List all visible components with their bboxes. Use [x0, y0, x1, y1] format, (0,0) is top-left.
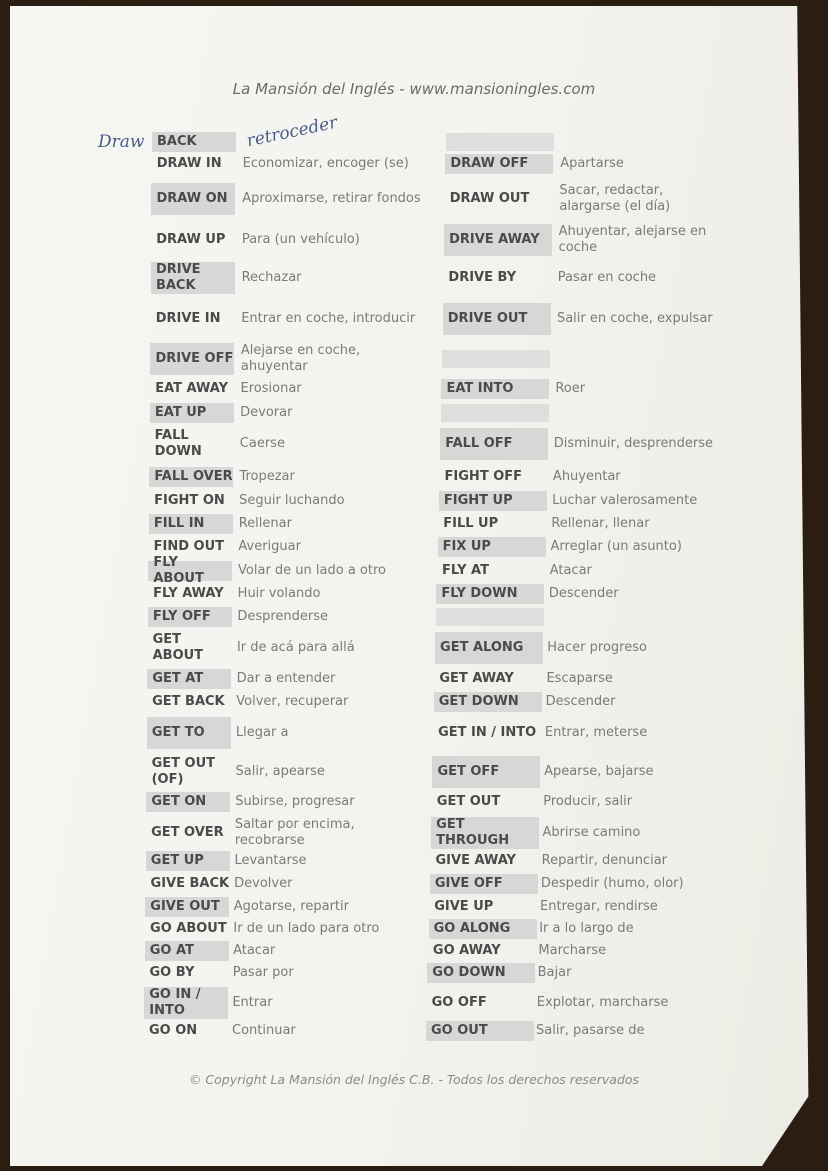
phrasal-verb-translation: Salir, apearse — [235, 764, 325, 779]
phrasal-verb-translation: Apearse, bajarse — [544, 764, 654, 779]
table-row — [0, 379, 828, 399]
phrasal-verb-translation: Salir en coche, expulsar — [556, 311, 713, 326]
phrasal-verb-translation: Aproximarse, retirar fondos — [242, 191, 421, 206]
phrasal-verb-term: GIVE UP — [434, 899, 494, 914]
phrasal-verb-translation: Atacar — [549, 563, 592, 578]
phrasal-verb-translation: Ahuyentar — [552, 469, 621, 484]
phrasal-verb-term: FLY AWAY — [153, 586, 224, 601]
phrasal-verb-translation: Erosionar — [240, 381, 302, 396]
phrasal-verb-translation: Averiguar — [238, 539, 301, 554]
phrasal-verb-term: GET OUT — [436, 794, 501, 809]
phrasal-verb-term: DRIVE BY — [448, 270, 517, 285]
phrasal-verb-term: FILL UP — [443, 516, 499, 531]
table-row — [0, 555, 828, 586]
phrasal-verb-translation: Ir de acá para allá — [236, 640, 355, 655]
phrasal-verb-translation: Agotarse, repartir — [233, 899, 349, 914]
phrasal-verb-term: FIGHT UP — [439, 491, 547, 511]
phrasal-verb-term — [442, 350, 550, 368]
phrasal-verb-term: DRAW IN — [156, 156, 222, 171]
phrasal-verb-term: GO OUT — [426, 1021, 534, 1041]
phrasal-verb-term — [441, 404, 549, 422]
phrasal-verb-term: FALL OVER — [149, 467, 233, 487]
phrasal-verb-term: GIVE BACK — [150, 876, 230, 891]
table-row — [0, 632, 828, 664]
table-row — [0, 756, 828, 788]
table-row — [0, 428, 828, 460]
table-row — [0, 183, 828, 215]
phrasal-verb-translation: Dar a entender — [236, 671, 336, 686]
table-row — [0, 303, 828, 335]
table-row — [0, 343, 828, 375]
phrasal-verb-translation: Rellenar — [238, 516, 292, 531]
phrasal-verb-term: EAT INTO — [441, 379, 549, 399]
phrasal-verb-translation: Atacar — [233, 943, 276, 958]
phrasal-verb-term: GET DOWN — [434, 692, 542, 712]
phrasal-verb-term: EAT UP — [150, 403, 234, 423]
phrasal-verb-term: FIX UP — [438, 537, 546, 557]
phrasal-verb-translation: Escaparse — [546, 671, 613, 686]
phrasal-verb-term: GET ABOUT — [152, 632, 204, 663]
phrasal-verb-term: GET THROUGH — [431, 817, 539, 849]
phrasal-verb-translation: Devolver — [234, 876, 293, 891]
phrasal-verb-translation: Economizar, encoger (se) — [242, 156, 409, 171]
table-row — [0, 514, 828, 534]
phrasal-verb-term: GO AWAY — [432, 943, 501, 958]
phrasal-verb-translation: Ir de un lado para otro — [233, 921, 380, 936]
phrasal-verb-term: DRAW ON — [151, 183, 235, 215]
table-row — [0, 692, 828, 712]
phrasal-verb-translation: Pasar en coche — [557, 270, 657, 285]
table-row — [0, 851, 828, 871]
phrasal-verb-term: GO ON — [149, 1023, 198, 1038]
phrasal-verb-translation: Rellenar, llenar — [551, 516, 650, 531]
table-row — [0, 987, 828, 1019]
phrasal-verb-term: GET IN / INTO — [438, 725, 537, 740]
phrasal-verb-term: GET BACK — [152, 694, 225, 709]
phrasal-verb-translation — [243, 132, 433, 152]
table-row — [0, 224, 828, 256]
phrasal-verb-term: GO DOWN — [427, 963, 535, 983]
phrasal-verb-translation — [561, 132, 726, 152]
phrasal-verb-term: GET OFF — [432, 756, 540, 788]
phrasal-verb-translation: Descender — [545, 694, 616, 709]
phrasal-verb-translation — [555, 403, 720, 423]
phrasal-verb-translation: Volver, recuperar — [236, 694, 349, 709]
phrasal-verb-term: GIVE AWAY — [435, 853, 516, 868]
phrasal-verb-translation: Pasar por — [232, 965, 294, 980]
phrasal-verb-translation: Caerse — [239, 436, 285, 451]
phrasal-verb-translation: Sacar, redactar, alargarse (el día) — [559, 183, 671, 214]
handwritten-note-right: retroceder — [244, 112, 340, 152]
phrasal-verb-term: GET OVER — [151, 825, 224, 840]
phrasal-verb-translation: Despedir (humo, olor) — [540, 876, 684, 891]
phrasal-verb-translation: Producir, salir — [543, 794, 633, 809]
phrasal-verb-term: GET AWAY — [439, 671, 514, 686]
phrasal-verb-term: DRAW OFF — [445, 154, 553, 174]
phrasal-verb-translation — [548, 607, 713, 627]
phrasal-verb-translation: Salir, pasarse de — [536, 1023, 645, 1038]
table-row — [0, 897, 828, 917]
table-row — [0, 669, 828, 689]
phrasal-verb-term: GET OUT (OF) — [151, 756, 215, 787]
table-row — [0, 154, 828, 174]
phrasal-verb-translation: Volar de un lado a otro — [238, 563, 386, 578]
page-footer: © Copyright La Mansión del Inglés C.B. - Todos los derechos reservados — [188, 1072, 640, 1087]
table-row — [0, 717, 828, 749]
phrasal-verb-translation: Descender — [548, 586, 619, 601]
phrasal-verb-term: FLY DOWN — [436, 584, 544, 604]
phrasal-verb-translation: Saltar por encima, recobrarse — [234, 817, 355, 848]
phrasal-verb-translation: Devorar — [240, 405, 293, 420]
phrasal-verb-translation: Huir volando — [237, 586, 321, 601]
phrasal-verb-term: DRIVE OUT — [443, 303, 551, 335]
table-row — [0, 792, 828, 812]
phrasal-verb-translation: Para (un vehículo) — [241, 232, 360, 247]
table-row — [0, 607, 828, 627]
phrasal-verb-translation: Luchar valerosamente — [552, 493, 698, 508]
phrasal-verb-translation: Entregar, rendirse — [540, 899, 658, 914]
phrasal-verb-term: GO AT — [145, 941, 229, 961]
phrasal-verb-term: FALL OFF — [440, 428, 548, 460]
phrasal-verb-term: GO ABOUT — [150, 921, 227, 936]
phrasal-verb-translation: Ir a lo largo de — [539, 921, 634, 936]
phrasal-verb-term: DRIVE BACK — [151, 262, 235, 294]
phrasal-verb-translation: Entrar — [232, 995, 273, 1010]
phrasal-verb-translation: Entrar en coche, introducir — [241, 311, 416, 326]
phrasal-verb-translation: Abrirse camino — [542, 825, 641, 840]
phrasal-verb-term: EAT AWAY — [155, 381, 228, 396]
phrasal-verb-translation: Rechazar — [241, 270, 302, 285]
handwritten-note-left: Draw — [98, 132, 145, 152]
phrasal-verb-term: GET TO — [147, 717, 231, 749]
table-row — [0, 963, 828, 983]
phrasal-verb-term: GET ALONG — [435, 632, 543, 664]
phrasal-verb-translation: Disminuir, desprenderse — [553, 436, 714, 451]
phrasal-verb-term: DRIVE AWAY — [444, 224, 552, 256]
phrasal-verb-translation — [556, 343, 721, 375]
phrasal-verb-term: GO ALONG — [429, 919, 537, 939]
phrasal-verb-term: GIVE OUT — [145, 897, 229, 917]
phrasal-verb-term: FIGHT OFF — [444, 469, 523, 484]
table-row — [0, 467, 828, 487]
phrasal-verb-translation: Tropezar — [239, 469, 295, 484]
phrasal-verb-translation: Alejarse en coche, ahuyentar — [240, 343, 361, 374]
phrasal-verb-term: GO OFF — [431, 995, 487, 1010]
phrasal-verb-term: DRIVE IN — [155, 311, 221, 326]
phrasal-verb-term: GET ON — [146, 792, 230, 812]
phrasal-verb-term: DRIVE OFF — [150, 343, 234, 375]
phrasal-verb-translation: Hacer progreso — [547, 640, 647, 655]
table-row — [0, 403, 828, 423]
table-row — [0, 262, 828, 294]
phrasal-verb-term: FLY AT — [441, 563, 489, 578]
phrasal-verb-term: GIVE OFF — [430, 874, 538, 894]
phrasal-verb-term: FIND OUT — [153, 539, 225, 554]
table-row — [0, 817, 828, 849]
phrasal-verb-term: FALL DOWN — [154, 428, 202, 459]
phrasal-verb-translation: Marcharse — [538, 943, 607, 958]
phrasal-verb-translation: Arreglar (un asunto) — [550, 539, 682, 554]
phrasal-verb-translation: Llegar a — [235, 725, 289, 740]
phrasal-verb-term: DRAW OUT — [449, 191, 530, 206]
table-row — [0, 874, 828, 894]
phrasal-verb-term: FLY OFF — [148, 607, 232, 627]
page-header: La Mansión del Inglés - www.mansioningles.com — [232, 80, 596, 98]
phrasal-verb-term: GO IN / INTO — [144, 987, 228, 1019]
phrasal-verb-translation: Entrar, meterse — [544, 725, 648, 740]
phrasal-verb-term: GET UP — [146, 851, 230, 871]
phrasal-verb-term: FIGHT ON — [154, 493, 225, 508]
phrasal-verb-translation: Repartir, denunciar — [541, 853, 668, 868]
table-row — [0, 537, 828, 557]
phrasal-verb-term: GET AT — [147, 669, 231, 689]
phrasal-verb-translation: Desprenderse — [237, 609, 329, 624]
phrasal-verb-translation: Bajar — [537, 965, 572, 980]
phrasal-verb-term: FLY ABOUT — [148, 561, 232, 581]
table-row — [0, 491, 828, 511]
phrasal-verb-term: BACK — [152, 132, 236, 152]
phrasal-verb-term: DRAW UP — [156, 232, 226, 247]
phrasal-verb-translation: Apartarse — [560, 156, 624, 171]
phrasal-verb-translation: Levantarse — [234, 853, 307, 868]
table-row — [0, 1021, 828, 1041]
phrasal-verb-translation: Roer — [555, 381, 586, 396]
table-row — [0, 919, 828, 939]
phrasal-verb-term: FILL IN — [149, 514, 233, 534]
phrasal-verb-translation: Continuar — [232, 1023, 296, 1038]
phrasal-verb-translation: Explotar, marcharse — [536, 995, 669, 1010]
table-row — [0, 941, 828, 961]
table-row — [0, 584, 828, 604]
phrasal-verb-translation: Subirse, progresar — [235, 794, 355, 809]
phrasal-verb-term: GO BY — [149, 965, 195, 980]
phrasal-verb-translation: Seguir luchando — [239, 493, 345, 508]
phrasal-verb-term — [436, 608, 544, 626]
phrasal-verb-translation: Ahuyentar, alejarse en coche — [558, 224, 707, 255]
phrasal-verb-term — [446, 133, 554, 151]
table-row — [0, 132, 828, 152]
